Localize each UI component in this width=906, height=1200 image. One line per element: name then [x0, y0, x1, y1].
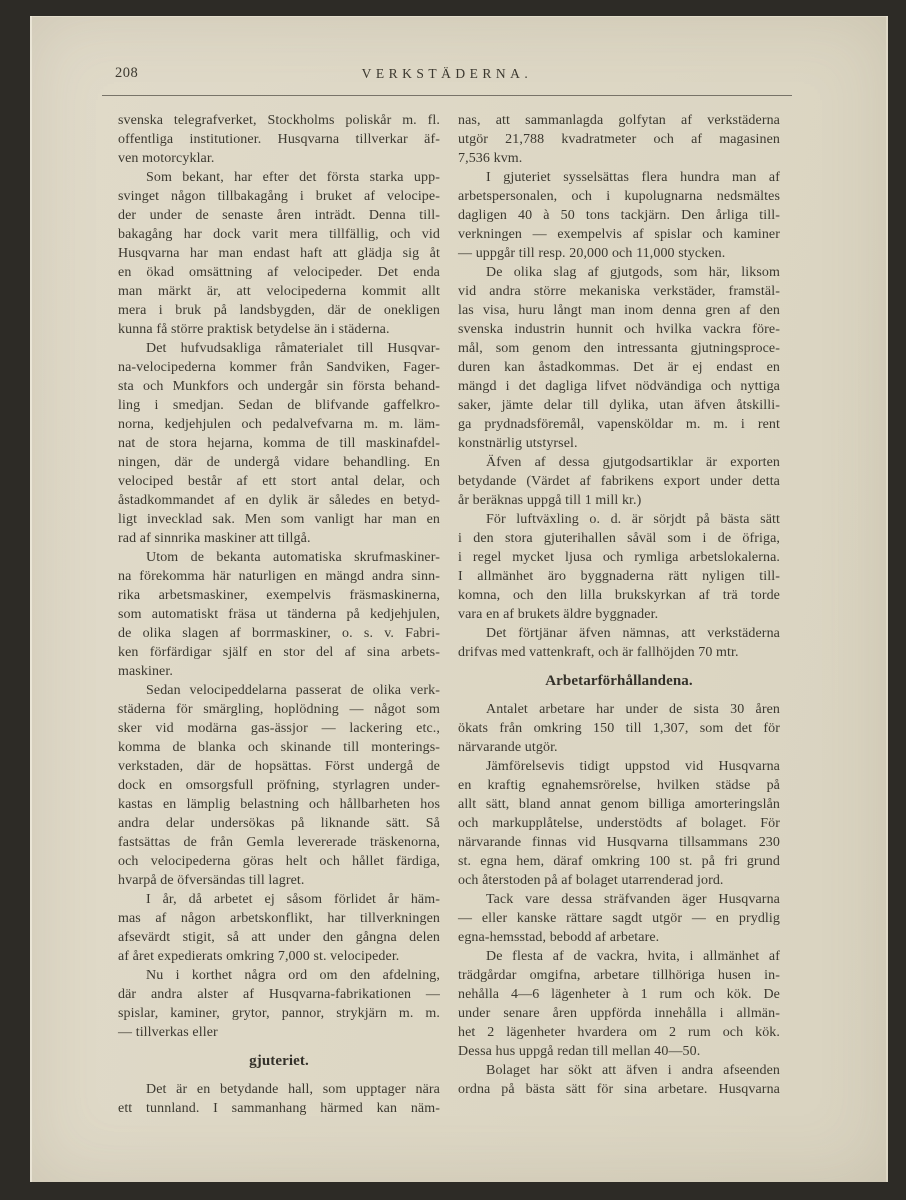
text-line: närvarande finnas vid Husqvarna tillsammans 230 — [458, 835, 780, 850]
text-line: Utom de bekanta automatiska skrufmaskiner- — [146, 550, 440, 565]
text-line: ökats från omkring 150 till 1,307, som det för — [458, 721, 780, 736]
text-line: norna, kedjehjulen och pedalvefvarna m. m. läm- — [118, 417, 440, 432]
text-line: kastas en lämplig belastning och hållbarheten hos — [118, 797, 440, 812]
text-line: afsevärdt stigit, så att under den gångna delen — [118, 930, 440, 945]
text-line: Det hufvudsakliga råmaterialet till Husqvar- — [146, 341, 440, 356]
text-line: Antalet arbetare har under de sista 30 åren — [486, 702, 780, 717]
text-line: Det är en betydande hall, som upptager nära — [146, 1082, 440, 1097]
paragraph — [458, 890, 780, 947]
paragraph — [118, 966, 440, 1042]
text-line: I gjuteriet sysselsättas flera hundra man af — [486, 170, 780, 185]
text-line: ven motorcyklar. — [118, 151, 215, 166]
text-line: konstnärlig utstyrsel. — [458, 436, 578, 451]
text-line: I år, då arbetet ej såsom förlidet år häm- — [146, 892, 440, 907]
text-line: i den stora gjuterihallen såväl som i de öfriga, — [458, 531, 780, 546]
paragraph — [458, 947, 780, 1061]
text-line: I allmänhet äro byggnaderna rätt nyligen till- — [458, 569, 780, 584]
paragraph — [458, 757, 780, 890]
paragraph — [118, 111, 440, 168]
text-line: en ökad omsättning af velocipeder. Det enda — [118, 265, 440, 280]
text-line: maskiner. — [118, 664, 173, 679]
paragraph — [458, 1061, 780, 1099]
text-line: duren kan åstadkommas. Det är ej endast en — [458, 360, 780, 375]
text-line: het 2 lägenheter hvardera om 2 rum och kök. — [458, 1025, 780, 1040]
text-line: arbetspersonalen, och i kupolugnarna nedsmältes — [458, 189, 780, 204]
text-line: nehålla 4—6 lägenheter à 1 rum och kök. De — [458, 987, 780, 1002]
text-line: egna-hemsstad, bebodd af arbetare. — [458, 930, 660, 945]
text-line: komna, och den lilla brukskyrkan af trä torde — [458, 588, 780, 603]
text-line: och velocipederna göras helt och hållet färdiga, — [118, 854, 440, 869]
text-line: närvarande utgör. — [458, 740, 558, 755]
text-line: sker vid modärna gas-ässjor — lackering etc., — [118, 721, 440, 736]
text-line: st. egna hem, däraf omkring 100 st. på fri grund — [458, 854, 780, 869]
text-line: mas af någon arbetskonflikt, har tillverkningen — [118, 911, 440, 926]
text-line: nas, att sammanlagda golfytan af verkstäderna — [458, 113, 780, 128]
paragraph — [118, 168, 440, 339]
text-line: nat de stora hejarna, komma de till maskinafdel- — [118, 436, 440, 451]
text-line: dagligen 40 à 50 tons tackjärn. Den årliga till- — [458, 208, 780, 223]
paragraph — [458, 700, 780, 757]
text-line: svinget någon tillbakagång i bruket af velocipe- — [118, 189, 440, 204]
text-line: ga prydnadsföremål, vapensköldar m. m. i rent — [458, 417, 780, 432]
text-line: och återstoden på af bolaget utarrenderad jord. — [458, 873, 724, 888]
right-column — [458, 111, 780, 1118]
paragraph — [458, 453, 780, 510]
paragraph — [118, 1080, 440, 1118]
text-line: svenska industrin hunnit och hvilka vackra före- — [458, 322, 780, 337]
text-line: komma de blanka och skinande till monterings- — [118, 740, 440, 755]
text-line: Bolaget har sökt att äfven i andra afseenden — [486, 1063, 780, 1078]
text-line: na förekomma här naturligen en mängd andra sinn- — [118, 569, 440, 584]
paragraph — [118, 681, 440, 890]
text-line: mera i bruk på landsbygden, där de onekligen — [118, 303, 440, 318]
text-line: spislar, kaminer, grytor, pannor, strykjärn m. m. — [118, 1006, 440, 1021]
text-line: — tillverkas eller — [118, 1025, 218, 1040]
text-line: De olika slag af gjutgods, som här, liksom — [486, 265, 780, 280]
text-line: drifvas med vattenkraft, och är fallhöjden 70 mtr. — [458, 645, 739, 660]
text-line: hvarpå de öfversändas till lagret. — [118, 873, 305, 888]
text-line: en kraftig egnahemsrörelse, hvilken städse på — [458, 778, 780, 793]
paragraph — [458, 168, 780, 263]
text-line: Nu i korthet några ord om den afdelning, — [146, 968, 440, 983]
text-line: svenska telegrafverket, Stockholms poliskår m. fl. — [118, 113, 440, 128]
page-content — [102, 16, 792, 1118]
text-line: de olika slagen af borrmaskiner, o. s. v. Fabri- — [118, 626, 440, 641]
text-line: Dessa hus uppgå redan till mellan 40—50. — [458, 1044, 701, 1059]
text-line: städerna för smärgling, hoplödning — något som — [118, 702, 440, 717]
text-line: betydande (Värdet af fabrikens export under detta — [458, 474, 780, 489]
text-line: 7,536 kvm. — [458, 151, 523, 166]
text-line: trädgårdar omgifna, arbetare tillhöriga husen in- — [458, 968, 780, 983]
text-line: Sedan velocipeddelarna passerat de olika verk- — [146, 683, 440, 698]
text-line: rad af sinnrika maskiner att tillgå. — [118, 531, 311, 546]
text-line: na-velocipederna kommer från Sandviken, Fager- — [118, 360, 440, 375]
paragraph — [458, 510, 780, 624]
header-rule — [102, 95, 792, 96]
text-line: ningen, där de undergå vidare behandling. En — [118, 455, 440, 470]
text-line: velociped består af ett stort antal delar, och — [118, 474, 440, 489]
text-line: — eller kanske rättare sagdt utgör — en prydlig — [458, 911, 780, 926]
text-line: mål, som genom den intressanta gjutningsproce- — [458, 341, 780, 356]
text-columns — [102, 111, 792, 1118]
text-line: fastsättas de från Gemla levererade träskenorna, — [118, 835, 440, 850]
section-heading: Arbetarförhållandena. — [545, 673, 693, 689]
paragraph — [118, 890, 440, 966]
text-line: Husqvarna har man endast haft att glädja sig åt — [118, 246, 440, 261]
text-line: — uppgår till resp. 20,000 och 11,000 stycken. — [458, 246, 726, 261]
text-line: Som bekant, har efter det första starka upp- — [146, 170, 440, 185]
paragraph — [118, 339, 440, 548]
text-line: ling i smedjan. Sedan de blifvande gaffelkro- — [118, 398, 440, 413]
section-heading: gjuteriet. — [249, 1053, 309, 1069]
text-line: ligt invecklad sak. Men som vanligt har man en — [118, 512, 440, 527]
text-line: utgör 21,788 kvadratmeter och af magasinen — [458, 132, 780, 147]
text-line: der under de senaste åren inträdt. Denna till- — [118, 208, 440, 223]
text-line: bakagång har dock varit mera tillfällig, och vid — [118, 227, 440, 242]
text-line: under senare åren uppförda innehålla i allmän- — [458, 1006, 780, 1021]
page-title: VERKSTÄDERNA. — [361, 66, 533, 81]
left-column — [118, 111, 440, 1118]
text-line: verkstaden, där de hopsättas. Först undergå de — [118, 759, 440, 774]
text-line: ordna på bästa sätt för sina arbetare. Husqvarna — [458, 1082, 780, 1097]
text-line: Tack vare dessa sträfvanden äger Husqvarna — [486, 892, 780, 907]
text-line: Det förtjänar äfven nämnas, att verkstäderna — [486, 626, 780, 641]
text-line: verkningen — exempelvis af spislar och kaminer — [458, 227, 780, 242]
text-line: år beräknas uppgå till 1 mill kr.) — [458, 493, 642, 508]
text-line: och markupplåtelse, understödts af bolaget. För — [458, 816, 780, 831]
text-line: andra delar undersökas på liknande sätt. Så — [118, 816, 440, 831]
paragraph — [458, 111, 780, 168]
text-line: Jämförelsevis tidigt uppstod vid Husqvarna — [486, 759, 780, 774]
text-line: allt sätt, bland annat genom billiga amorteringslån — [458, 797, 780, 812]
paragraph — [458, 624, 780, 662]
text-line: dock en omsorgsfull pröfning, styrlagren under- — [118, 778, 440, 793]
text-line: som automatiskt fräsa ut tänderna på kedjehjulen, — [118, 607, 440, 622]
text-line: där andra alster af Husqvarna-fabrikationen — — [118, 987, 440, 1002]
text-line: las visa, huru långt man inom denna gren af den — [458, 303, 780, 318]
scanned-magazine-page — [30, 16, 888, 1182]
text-line: mängd i det dagliga lifvet nödvändiga och nyttiga — [458, 379, 780, 394]
text-line: För luftväxling o. d. är sörjdt på bästa sätt — [486, 512, 780, 527]
text-line: sta och Munkfors och undergår sin första behand- — [118, 379, 440, 394]
text-line: offentliga institutioner. Husqvarna tillverkar äf- — [118, 132, 440, 147]
text-line: rika arbetsmaskiner, exempelvis fräsmaskinerna, — [118, 588, 440, 603]
page-header — [102, 65, 792, 84]
text-line: åstadkommandet af en dylik är således en betyd- — [118, 493, 440, 508]
text-line: vara en af brukets äldre byggnader. — [458, 607, 659, 622]
paragraph — [118, 548, 440, 681]
text-line: De flesta af de vackra, hvita, i allmänhet af — [486, 949, 780, 964]
paragraph — [458, 263, 780, 453]
text-line: af året expedierats omkring 7,000 st. velocipeder. — [118, 949, 400, 964]
text-line: man märkt är, att velocipederna kommit allt — [118, 284, 440, 299]
text-line: ett tunnland. I sammanhang härmed kan näm- — [118, 1101, 440, 1116]
text-line: vid andra större mekaniska verkstäder, framstäl- — [458, 284, 780, 299]
text-line: kunna få större praktisk betydelse än i städerna. — [118, 322, 390, 337]
text-line: Äfven af dessa gjutgodsartiklar är exporten — [486, 455, 780, 470]
page-number: 208 — [115, 65, 139, 81]
text-line: ken förfärdigar själf en stor del af sina arbets- — [118, 645, 440, 660]
text-line: saker, jämte delar till dylika, utan äfven åtskilli- — [458, 398, 780, 413]
text-line: i regel mycket ljusa och rymliga arbetslokalerna. — [458, 550, 780, 565]
